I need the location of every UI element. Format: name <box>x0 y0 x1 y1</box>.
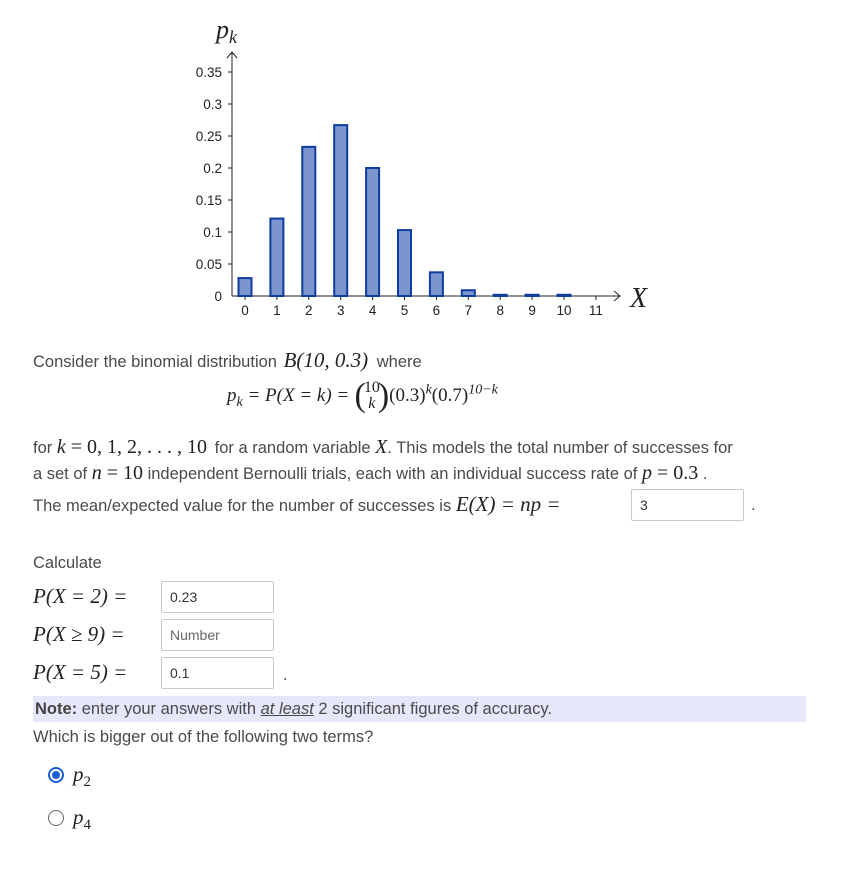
intro-text: Consider the binomial distribution <box>33 353 277 371</box>
formula-p: p <box>227 385 237 407</box>
x-axis-title: X <box>630 283 648 314</box>
x-tick-label: 3 <box>336 303 345 318</box>
bar-k-2 <box>302 147 315 296</box>
intro-where: where <box>376 353 422 371</box>
bar-k-6 <box>430 272 443 296</box>
radio-p2[interactable] <box>48 767 64 783</box>
p-x-eq-5-input[interactable]: 0.1 <box>161 657 274 689</box>
y-axis-title: pk <box>216 15 237 47</box>
x-tick-label: 4 <box>368 303 377 318</box>
option-p4-base: p <box>73 805 84 829</box>
formula-exp2: 10−k <box>468 382 498 398</box>
random-var-text: for a random variable <box>214 439 371 457</box>
x-var: X <box>375 436 388 458</box>
bar-k-9 <box>526 295 539 296</box>
trials-text: independent Bernoulli trials, each with an individual success rate of <box>147 465 638 483</box>
bar-k-5 <box>398 230 411 296</box>
mean-expr: E(X) = np = <box>455 492 561 516</box>
distribution-expr: B(10, 0.3) <box>283 348 369 372</box>
p-x-eq-2-input[interactable]: 0.23 <box>161 581 274 613</box>
k-var: k <box>56 436 66 458</box>
line-mean <box>33 492 561 517</box>
option-p2-sub: 2 <box>83 774 91 791</box>
k-range: = 0, 1, 2, . . . , 10 <box>65 436 208 458</box>
bar-k-10 <box>558 295 571 296</box>
x-tick-label: 5 <box>400 303 409 318</box>
binom-top: 10 <box>363 379 380 396</box>
x-tick-label: 8 <box>496 303 504 318</box>
mean-text: The mean/expected value for the number of successes is <box>33 497 452 515</box>
y-tick-label: 0 <box>214 289 222 304</box>
option-p2-base: p <box>73 762 84 786</box>
n-var: n <box>91 462 102 484</box>
formula-exp1: k <box>425 382 432 398</box>
option-p4-sub: 4 <box>83 817 91 834</box>
p-x-ge-9-input[interactable]: Number <box>161 619 274 651</box>
formula-mid: = P(X = k) = <box>242 385 350 407</box>
x-tick-label: 10 <box>556 303 572 318</box>
option-p2-label <box>73 762 91 791</box>
calculate-label: Calculate <box>33 554 102 572</box>
for-text: for <box>33 439 53 457</box>
option-p4-label <box>73 805 91 834</box>
bar-k-7 <box>462 290 475 296</box>
binom-bottom: k <box>368 395 376 412</box>
y-tick-label: 0.1 <box>203 225 222 240</box>
x-tick-label: 0 <box>241 303 249 318</box>
mean-answer-input[interactable]: 3 <box>631 489 744 521</box>
n-value: = 10 <box>101 462 143 484</box>
note-emphasis: at least <box>260 700 314 718</box>
bar-k-8 <box>494 295 507 296</box>
y-tick-label: 0.25 <box>195 129 222 144</box>
q2-expr: P(X ≥ 9) = <box>33 622 125 646</box>
y-tick-label: 0.15 <box>195 193 222 208</box>
bar-k-3 <box>334 125 347 296</box>
y-tick-label: 0.3 <box>203 97 222 112</box>
bar-k-0 <box>239 278 252 296</box>
x-tick-label: 7 <box>464 303 473 318</box>
intro-line <box>33 348 422 373</box>
p-var: p <box>641 462 652 484</box>
pmf-formula <box>227 377 498 415</box>
y-tick-label: 0.05 <box>195 257 222 272</box>
set-of-text: a set of <box>33 465 88 483</box>
bar-k-4 <box>366 168 379 296</box>
y-tick-label: 0.35 <box>195 65 222 80</box>
mean-dot: . <box>751 496 756 514</box>
formula-sub-k: k <box>236 394 243 410</box>
note-text1: enter your answers with <box>77 700 261 718</box>
comparison-question: Which is bigger out of the following two terms? <box>33 728 374 746</box>
formula-tail1: (0.3) <box>389 385 426 407</box>
note-text2: 2 significant figures of accuracy. <box>313 700 552 718</box>
line2-dot: . <box>702 465 708 483</box>
p-value: = 0.3 <box>651 462 699 484</box>
line-trials <box>33 462 707 485</box>
radio-p4[interactable] <box>48 810 64 826</box>
line1-rest: . This models the total number of successes for <box>387 439 733 457</box>
x-tick-label: 11 <box>588 303 603 318</box>
binom-close-paren: ) <box>377 377 390 414</box>
note-bold: Note: <box>35 700 78 718</box>
line-for-k <box>33 436 733 459</box>
q1-expr: P(X = 2) = <box>33 584 128 608</box>
binom-open-paren: ( <box>354 377 366 414</box>
bar-k-1 <box>270 219 283 296</box>
x-tick-label: 1 <box>273 303 281 318</box>
q3-expr: P(X = 5) = <box>33 660 128 684</box>
x-tick-label: 9 <box>528 303 536 318</box>
y-tick-label: 0.2 <box>203 161 222 176</box>
formula-tail2: (0.7) <box>431 385 469 407</box>
note-banner <box>33 696 806 722</box>
binomial-bar-chart <box>0 0 861 340</box>
x-tick-label: 6 <box>432 303 441 318</box>
calc-dot: . <box>283 666 288 684</box>
x-tick-label: 2 <box>305 303 313 318</box>
